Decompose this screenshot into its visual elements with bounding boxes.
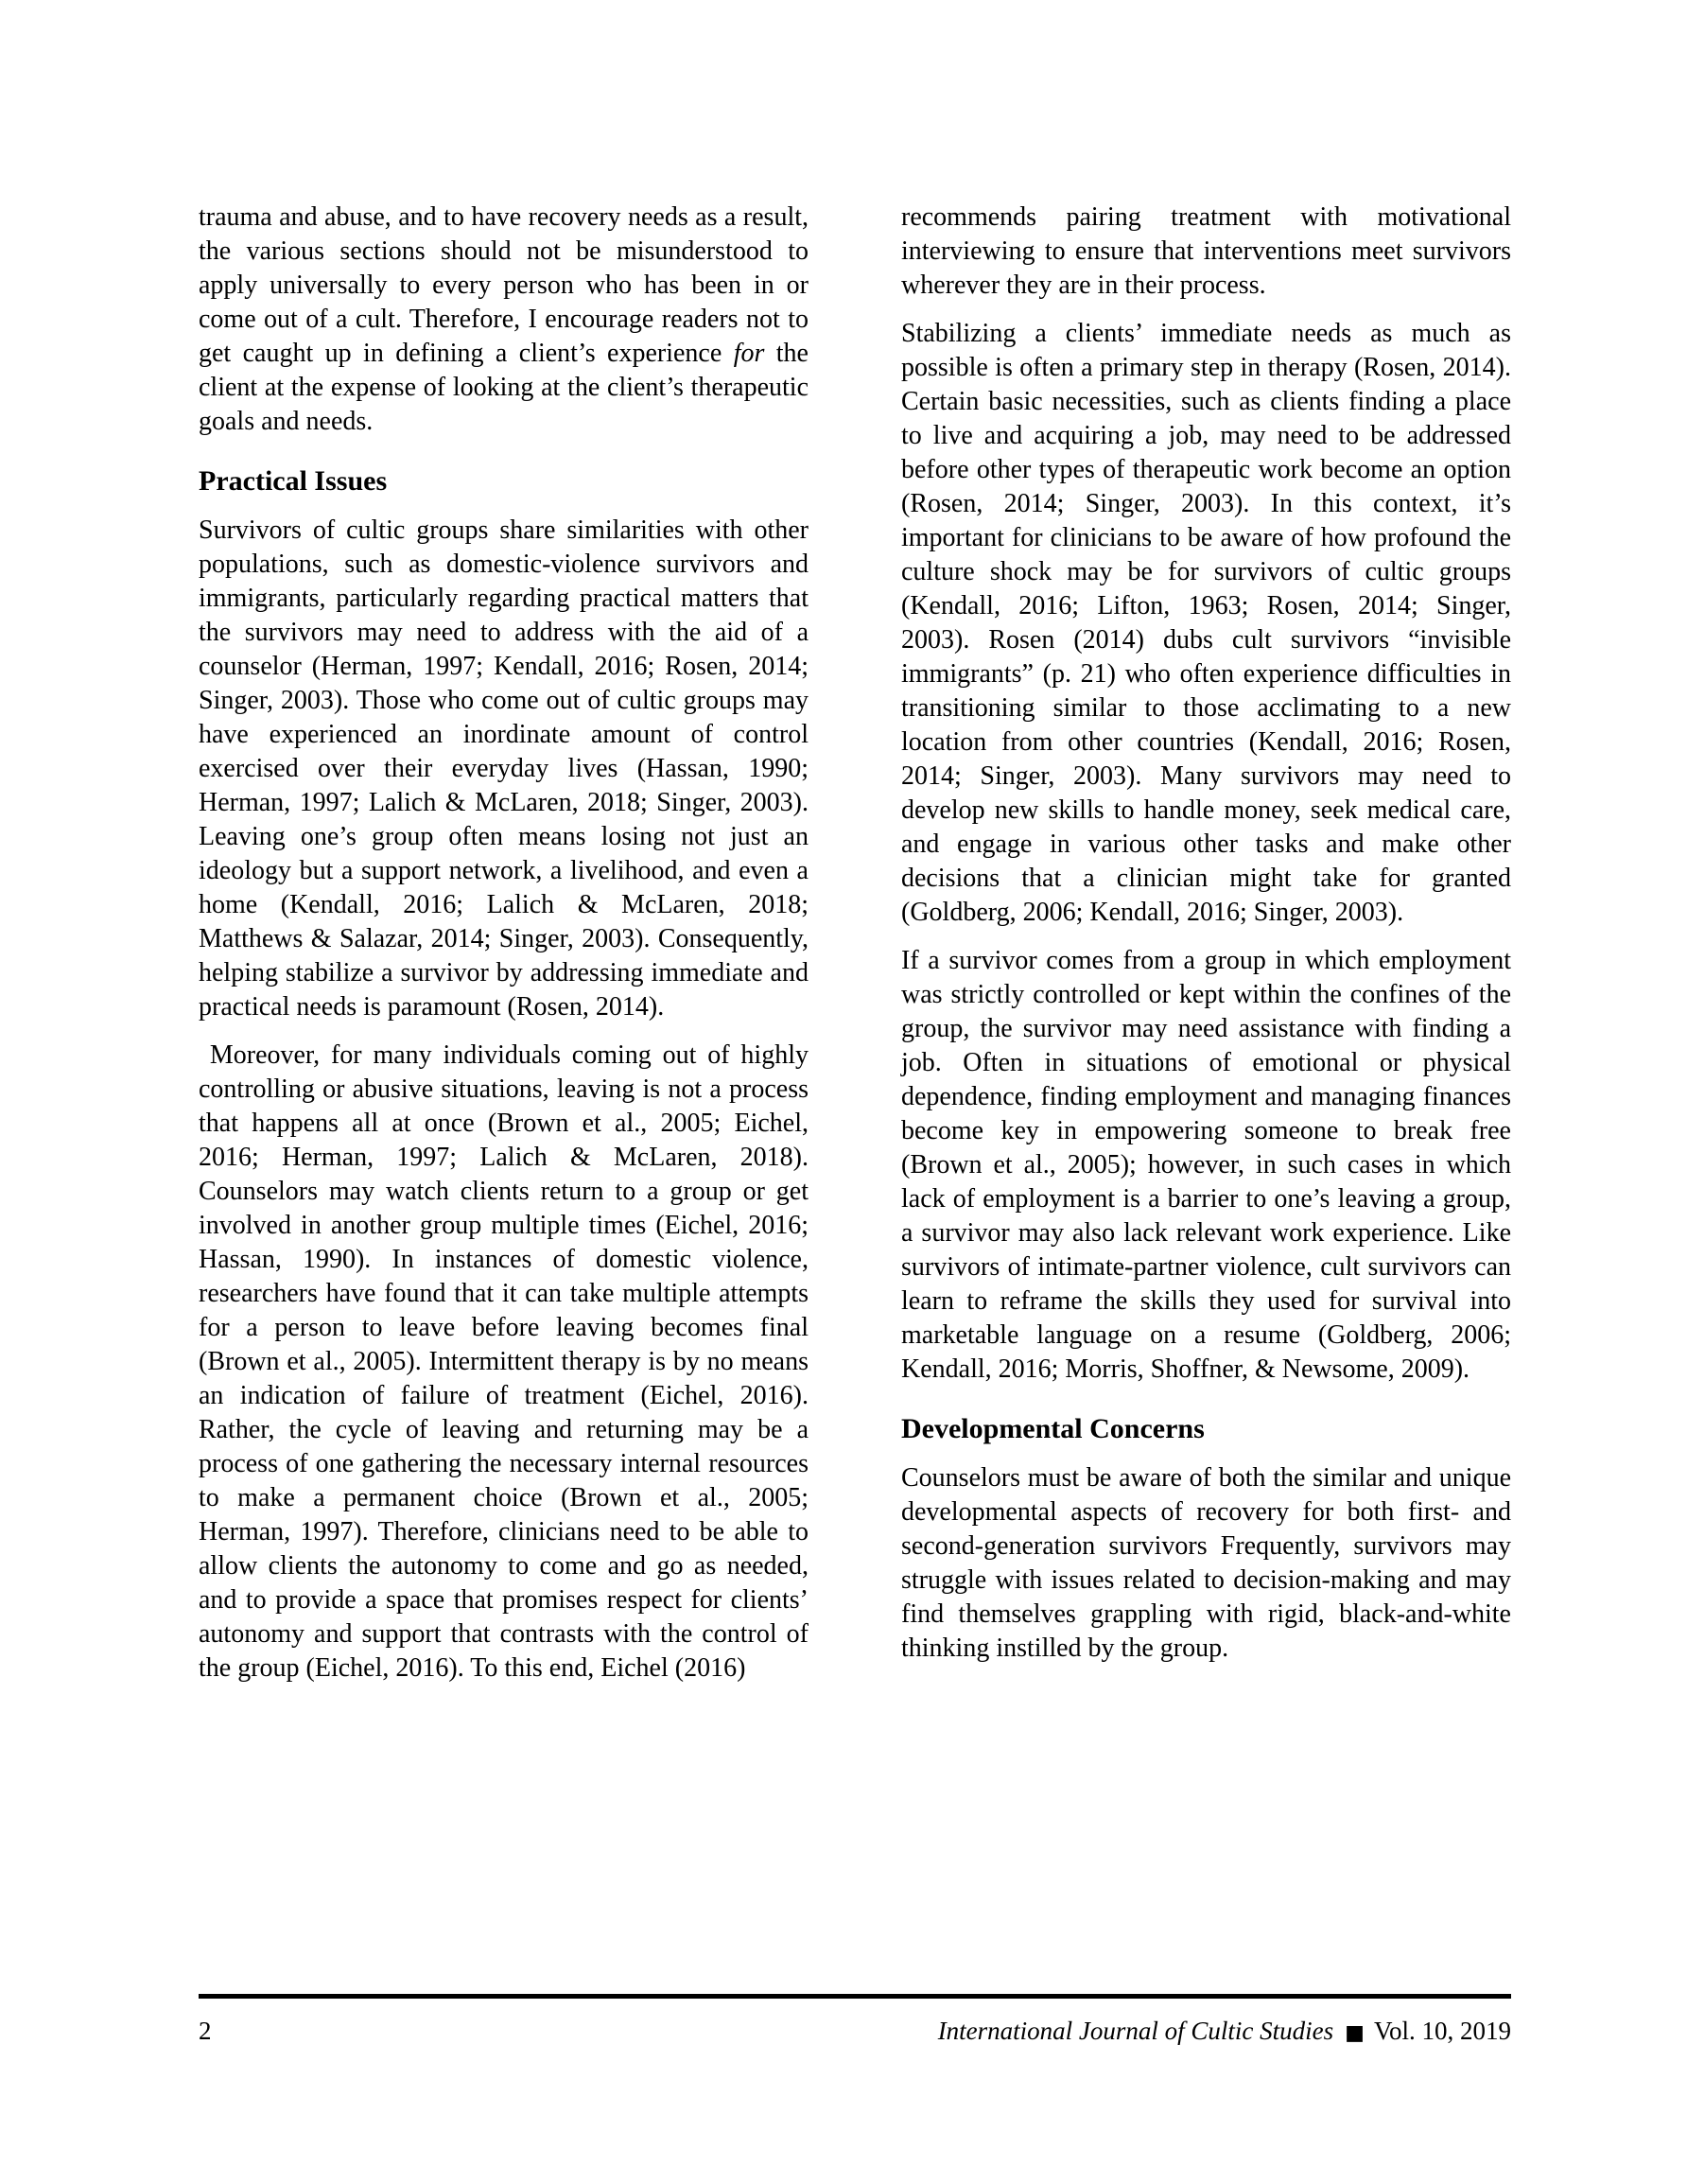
paragraph-employment-assistance: If a survivor comes from a group in which employment was strictly controlled or kept within the confines of the group, the survivor may need assistance with finding a job. Often in situations of emotional or physical dependence, finding employment and managing finances become key in empowering someone to break free (Brown et al., 2005); however, in such cases in which lack of employment is a barrier to one’s leaving a group, a survivor may also lack relevant work experience. Like survivors of intimate-partner violence, cult survivors can learn to reframe the skills they used for survival into marketable language on a resume (Goldberg, 2006; Kendall, 2016; Morris, Shoffner, & Newsome, 2009). — [901, 946, 1511, 1384]
page-footer — [199, 2015, 1511, 2050]
black-square-icon: ■ — [1345, 2021, 1365, 2045]
two-column-text-body — [199, 201, 1511, 1700]
paragraph-stabilizing-needs: Stabilizing a clients’ immediate needs as much as possible is often a primary step in therapy (Rosen, 2014). Certain basic necessities, such as clients finding a place to live and acquiring a job, may need to be addressed before other types of therapeutic work become an option (Rosen, 2014; Singer, 2003). In this context, it’s important for clinicians to be aware of how profound the culture shock may be for survivors of cultic groups (Kendall, 2016; Lifton, 1963; Rosen, 2014; Singer, 2003). Rosen (2014) dubs cult survivors “invisible immigrants” (p. 21) who often experience difficulties in transitioning similar to those acclimating to a new location from other countries (Kendall, 2016; Rosen, 2014; Singer, 2003). Many survivors may need to develop new skills to handle money, seek medical care, and engage in various other tasks and make other decisions that a clinician might take for granted (Goldberg, 2006; Kendall, 2016; Singer, 2003). — [901, 319, 1511, 927]
paragraph-text: the client at the expense of looking at the client’s therapeutic goals and needs. — [199, 339, 809, 436]
journal-title: International Journal of Cultic Studies — [937, 2017, 1334, 2045]
right-column — [901, 201, 1511, 1700]
paragraph-motivational-interviewing: recommends pairing treatment with motivational interviewing to ensure that interventions meet survivors wherever they are in their process. — [901, 202, 1511, 300]
footer-divider-line — [199, 1994, 1511, 1999]
paragraph-developmental-aspects: Counselors must be aware of both the similar and unique developmental aspects of recovery for both first- and second-generation survivors Frequently, survivors may struggle with issues related to decision-making and may find themselves grappling with rigid, black-and-white thinking instilled by the group. — [901, 1463, 1511, 1663]
volume-year: Vol. 10, 2019 — [1373, 2017, 1511, 2045]
heading-practical-issues: Practical Issues — [199, 465, 388, 497]
paragraph-trauma-recovery — [199, 201, 809, 439]
italic-word-for: for — [733, 339, 765, 368]
left-column — [199, 201, 809, 1700]
journal-citation — [938, 2015, 1511, 2050]
paragraph-survivors-similarities: Survivors of cultic groups share similarities with other populations, such as domestic-violence survivors and immigrants, particularly regarding practical matters that the survivors may need to address with the aid of a counselor (Herman, 1997; Kendall, 2016; Rosen, 2014; Singer, 2003). Those who come out of cultic groups may have experienced an inordinate amount of control exercised over their everyday lives (Hassan, 1990; Herman, 1997; Lalich & McLaren, 2018; Singer, 2003). Leaving one’s group often means losing not just an ideology but a support network, a livelihood, and even a home (Kendall, 2016; Lalich & McLaren, 2018; Matthews & Salazar, 2014; Singer, 2003). Consequently, helping stabilize a survivor by addressing immediate and practical needs is paramount (Rosen, 2014). — [199, 515, 809, 1022]
page-number: 2 — [199, 2017, 212, 2045]
paragraph-moreover-leaving-process: Moreover, for many individuals coming out of highly controlling or abusive situations, leaving is not a process that happens all at once (Brown et al., 2005; Eichel, 2016; Herman, 1997; Lalich & McLaren, 2018). Counselors may watch clients return to a group or get involved in another group multiple times (Eichel, 2016; Hassan, 1990). In instances of domestic violence, researchers have found that it can take multiple attempts for a person to leave before leaving becomes final (Brown et al., 2005). Intermittent therapy is by no means an indication of failure of treatment (Eichel, 2016). Rather, the cycle of leaving and returning may be a process of one gathering the necessary internal resources to make a permanent choice (Brown et al., 2005; Herman, 1997). Therefore, clinicians need to be able to allow clients the autonomy to come and go as needed, and to provide a space that promises respect for clients’ autonomy and support that contrasts with the control of the group (Eichel, 2016). To this end, Eichel (2016) — [199, 1040, 809, 1683]
heading-developmental-concerns: Developmental Concerns — [901, 1413, 1205, 1444]
paragraph-text: trauma and abuse, and to have recovery needs as a result, the various sections should not be misunderstood to apply universally to every person who has been in or come out of a cult. Therefore, I encourage readers not to get caught up in defining a client’s experience — [199, 202, 809, 368]
